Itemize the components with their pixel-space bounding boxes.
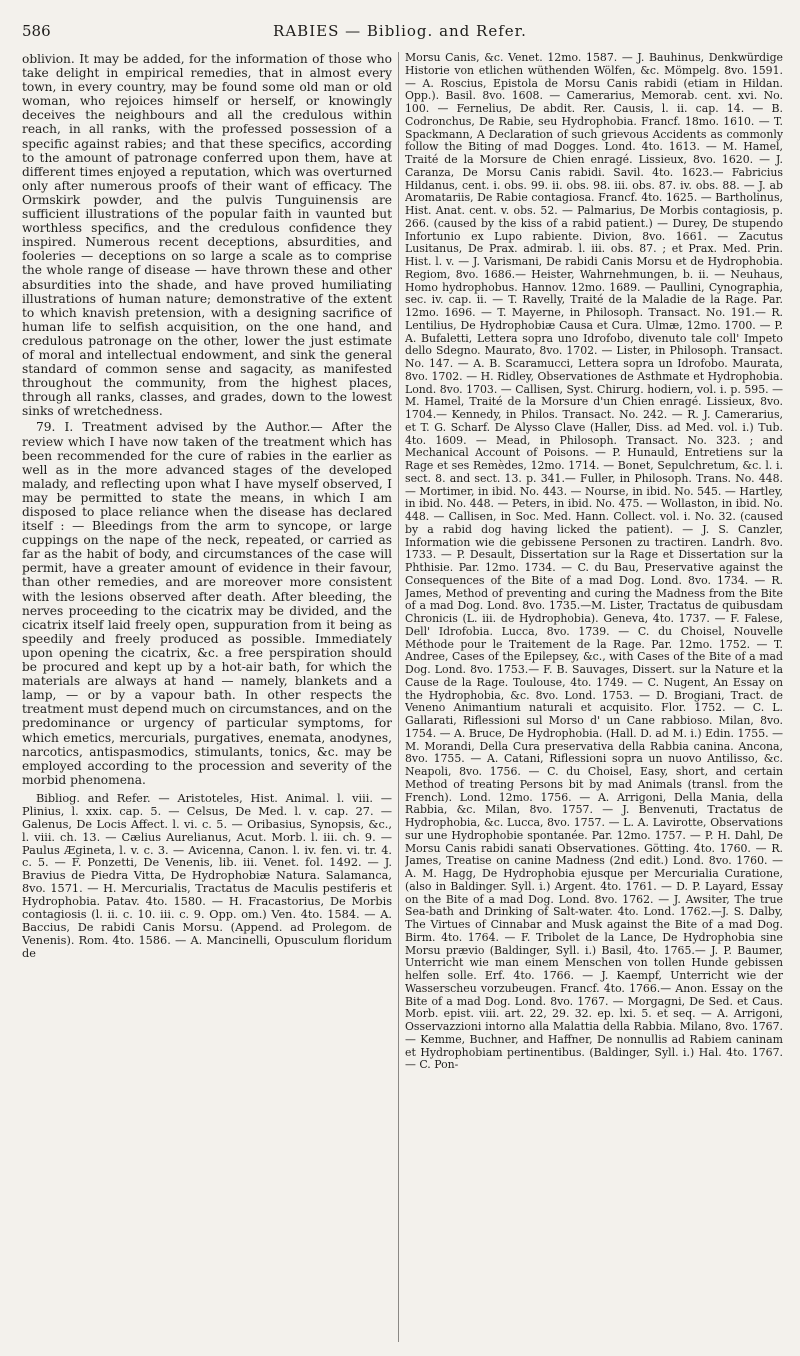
right-column xyxy=(405,52,783,1346)
paragraph-treatment: 79. I. Treatment advised by the Author.— After the review which I have now taken of the treatment which has been recommended for the cure of rabies in the earlier as well as in the more advanced stages of the developed malady, and reflecting upon what I have myself observed, I may be permitted to state the means, in which I am disposed to place reliance when the disease has declared itself : — Bleedings from the arm to syncope, or large cuppings on the nape of the neck, repeated, or carried as far as the habit of body, and circumstances of the case will permit, have a greater amount of evidence in their favour, than other remedies, and are moreover more consistent with the lesions observed after death. After bleeding, the nerves proceeding to the cicatrix may be divided, and the cicatrix itself laid freely open, suppuration from it being as speedily and freely produced as possible. Immediately upon opening the cicatrix, &c. a free perspiration should be procured and kept up by a hot-air bath, for which the materials are always at hand — namely, blankets and a lamp, — or by a vapour bath. In other respects the treatment must depend much on circumstances, and on the predominance or urgency of particular symptoms, for which emetics, mercurials, purgatives, enemata, anodynes, narcotics, antispasmodics, stimulants, tonics, &c. may be employed according to the procession and severity of the morbid phenomena. xyxy=(22,420,392,787)
page-number: 586 xyxy=(22,22,51,40)
page-header xyxy=(14,22,786,46)
paragraph-bibliography-start: Bibliog. and Refer. — Aristoteles, Hist. Animal. l. viii. — Plinius, l. xxix. cap. 5. — Celsus, De Med. l. v. cap. 27. — Galenus, De Locis Affect. l. vi. c. 5. — Oribasius, Synopsis, &c., l. viii. ch. 13. — Cælius Aurelianus, Acut. Morb. l. iii. ch. 9. — Paulus Ægineta, l. v. c. 3. — Avicenna, Canon. l. iv. fen. vi. tr. 4. c. 5. — F. Ponzetti, De Venenis, lib. iii. Venet. fol. 1492. — J. Bravius de Piedra Vitta, De Hydrophobiæ Natura. Salamanca, 8vo. 1571. — H. Mercurialis, Tractatus de Maculis pestiferis et Hydrophobia. Patav. 4to. 1580. — H. Fracastorius, De Morbis contagiosis (l. ii. c. 10. iii. c. 9. Opp. om.) Ven. 4to. 1584. — A. Baccius, De rabidi Canis Morsu. (Append. ad Prolegom. de Venenis). Rom. 4to. 1586. — A. Mancinelli, Opusculum floridum de xyxy=(22,791,392,960)
left-column xyxy=(22,52,392,1346)
running-title: RABIES — Bibliog. and Refer. xyxy=(273,22,527,40)
paragraph-bibliography-continued: Morsu Canis, &c. Venet. 12mo. 1587. — J. Bauhinus, Denkwürdige Historie von etlichen wüthenden Wölfen, &c. Mömpelg. 8vo. 1591. — A. Roscius, Epistola de Morsu Canis rabidi (etiam in Hildan. Opp.). Basil. 8vo. 1608. — Camerarius, Memorab. cent. xvi. No. 100. — Fernelius, De abdit. Rer. Causis, l. ii. cap. 14. — B. Codronchus, De Rabie, seu Hydrophobia. Francf. 18mo. 1610. — T. Spackmann, A Declaration of such grievous Accidents as commonly follow the Biting of mad Dogges. Lond. 4to. 1613. — M. Hamel, Traité de la Morsure de Chien enragé. Lissieux, 8vo. 1620. — J. Caranza, De Morsu Canis rabidi. Savil. 4to. 1623.— Fabricius Hildanus, cent. i. obs. 99. ii. obs. 98. iii. obs. 87. iv. obs. 88. — J. ab Aromatariis, De Rabie contagiosa. Francf. 4to. 1625. — Bartholinus, Hist. Anat. cent. v. obs. 52. — Palmarius, De Morbis contagiosis, p. 266. (caused by the kiss of a rabid patient.) — Durey, De stupendo Infortunio ex Lupo rabiente. Divion, 8vo. 1661. — Zacutus Lusitanus, De Prax. admirab. l. iii. obs. 87. ; et Prax. Med. Prin. Hist. l. v. — J. Varismani, De rabidi Canis Morsu et de Hydrophobia. Regiom, 8vo. 1686.— Heister, Wahrnehmungen, b. ii. — Neuhaus, Homo hydrophobus. Hannov. 12mo. 1689. — Paullini, Cynographia, sec. iv. cap. ii. — T. Ravelly, Traité de la Maladie de la Rage. Par. 12mo. 1696. — T. Mayerne, in Philosoph. Transact. No. 191.— R. Lentilius, De Hydrophobiæ Causa et Cura. Ulmæ, 12mo. 1700. — P. A. Bufaletti, Lettera sopra uno Idrofobo, divenuto tale coll' Impeto dello Sdegno. Maurato, 8vo. 1702. — Lister, in Philosoph. Transact. No. 147. — A. B. Scaramucci, Lettera sopra un Idrofobo. Maurata, 8vo. 1702. — H. Ridley, Observationes de Asthmate et Hydrophobia. Lond. 8vo. 1703. — Callisen, Syst. Chirurg. hodiern, vol. i. p. 595. — M. Hamel, Traité de la Morsure d'un Chien enragé. Lissieux, 8vo. 1704.— Kennedy, in Philos. Transact. No. 242. — R. J. Camerarius, et T. G. Scharf. De Alysso Clave (Haller, Diss. ad Med. vol. i.) Tub. 4to. 1609. — Mead, in Philosoph. Transact. No. 323. ; and Mechanical Account of Poisons. — P. Hunauld, Entretiens sur la Rage et ses Remèdes, 12mo. 1714. — Bonet, Sepulchretum, &c. l. i. sect. 8. and sect. 13. p. 341.— Fuller, in Philosoph. Trans. No. 448. — Mortimer, in ibid. No. 443. — Nourse, in ibid. No. 545. — Hartley, in ibid. No. 448. — Peters, in ibid. No. 475. — Wollaston, in ibid. No. 448. — Callisen, in Soc. Med. Hann. Collect. vol. i. No. 32. (caused by a rabid dog having licked the patient). — J. S. Canzler, Information wie die gebissene Personen zu tractiren. Landrh. 8vo. 1733. — P. Desault, Dissertation sur la Rage et Dissertation sur la Phthisie. Par. 12mo. 1734. — C. du Bau, Preservative against the Consequences of the Bite of a mad Dog. Lond. 8vo. 1734. — R. James, Method of preventing and curing the Madness from the Bite of a mad Dog. Lond. 8vo. 1735.—M. Lister, Tractatus de quibusdam Chronicis (L. iii. de Hydrophobia). Geneva, 4to. 1737. — F. Falese, Dell' Idrofobia. Lucca, 8vo. 1739. — C. du Choisel, Nouvelle Méthode pour le Traitement de la Rage. Par. 12mo. 1752. — T. Andree, Cases of the Epilepsey, &c., with Cases of the Bite of a mad Dog. Lond. 8vo. 1753.— F. B. Sauvages, Dissert. sur la Nature et la Cause de la Rage. Toulouse, 4to. 1749. — C. Nugent, An Essay on the Hydrophobia, &c. 8vo. Lond. 1753. — D. Brogiani, Tract. de Veneno Animantium naturali et acquisito. Flor. 1752. — C. L. Gallarati, Riflessioni sul Morso d' un Cane rabbioso. Milan, 8vo. 1754. — A. Bruce, De Hydrophobia. (Hall. D. ad M. i.) Edin. 1755. — M. Morandi, Della Cura preservativa della Rabbia canina. Ancona, 8vo. 1755. — A. Catani, Riflessioni sopra un nuovo Antilisso, &c. Neapoli, 8vo. 1756. — C. du Choisel, Easy, short, and certain Method of treating Persons bit by mad Animals (transl. from the French). Lond. 12mo. 1756. — A. Arrigoni, Della Mania, della Rabbia, &c. Milan, 8vo. 1757. — J. Benvenuti, Tractatus de Hydrophobia, &c. Lucca, 8vo. 1757. — L. A. Lavirotte, Observations sur une Hydrophobie spontanée. Par. 12mo. 1757. — P. H. Dahl, De Morsu Canis rabidi sanati Observationes. Götting. 4to. 1760. — R. James, Treatise on canine Madness (2nd edit.) Lond. 8vo. 1760. — A. M. Hagg, De Hydrophobia ejusque per Mercurialia Curatione, (also in Baldinger. Syll. i.) Argent. 4to. 1761. — D. P. Layard, Essay on the Bite of a mad Dog. Lond. 8vo. 1762. — J. Awsiter, The true Sea-bath and Drinking of Salt-water. 4to. Lond. 1762.—J. S. Dalby, The Virtues of Cinnabar and Musk against the Bite of a mad Dog. Birm. 4to. 1764. — F. Tribolet de la Lance, De Hydrophobia sine Morsu prævio (Baldinger, Syll. i.) Basil, 4to. 1765.— J. P. Baumer, Unterricht wie man einem Menschen von tollen Hunde gebissen helfen solle. Erf. 4to. 1766. — J. Kaempf, Unterricht wie der Wasserscheu vorzubeugen. Francf. 4to. 1766.— Anon. Essay on the Bite of a mad Dog. Lond. 8vo. 1767. — Morgagni, De Sed. et Caus. Morb. epist. viii. art. 22, 29. 32. ep. lxi. 5. et seq. — A. Arrigoni, Osservazzioni intorno alla Malattia della Rabbia. Milano, 8vo. 1767.— Kemme, Buchner, and Haffner, De nonnullis ad Rabiem caninam et Hydrophobiam pertinentibus. (Baldinger, Syll. i.) Hal. 4to. 1767. — C. Pon- xyxy=(405,52,783,1072)
paragraph-specifics: oblivion. It may be added, for the information of those who take delight in empirical remedies, that in almost every town, in every country, may be found some old man or old woman, who rejoices himself or herself, or knowingly deceives the neighbours and all the credulous within reach, in all ranks, with the professed possession of a specific against rabies; and that these specifics, according to the amount of patronage conferred upon them, have at different times enjoyed a reputation, which was overturned only after numerous proofs of their want of efficacy. The Ormskirk powder, and the pulvis Tunguinensis are sufficient illustrations of the popular faith in vaunted but worthless specifics, and the credulous confidence they inspired. Numerous recent deceptions, absurdities, and fooleries — deceptions on so large a scale as to comprise the whole range of disease — have thrown these and other absurdities into the shade, and have proved humiliating illustrations of human nature; demonstrative of the extent to which knavish pretension, with a designing sacrifice of human life to selfish acquisition, on the one hand, and credulous patronage on the other, lower the just estimate of moral and intellectual endowment, and sink the general standard of common sense and sagacity, as manifested throughout the community, from the highest places, through all ranks, classes, and grades, down to the lowest sinks of wretchedness. xyxy=(22,52,392,419)
column-divider xyxy=(398,52,399,1342)
